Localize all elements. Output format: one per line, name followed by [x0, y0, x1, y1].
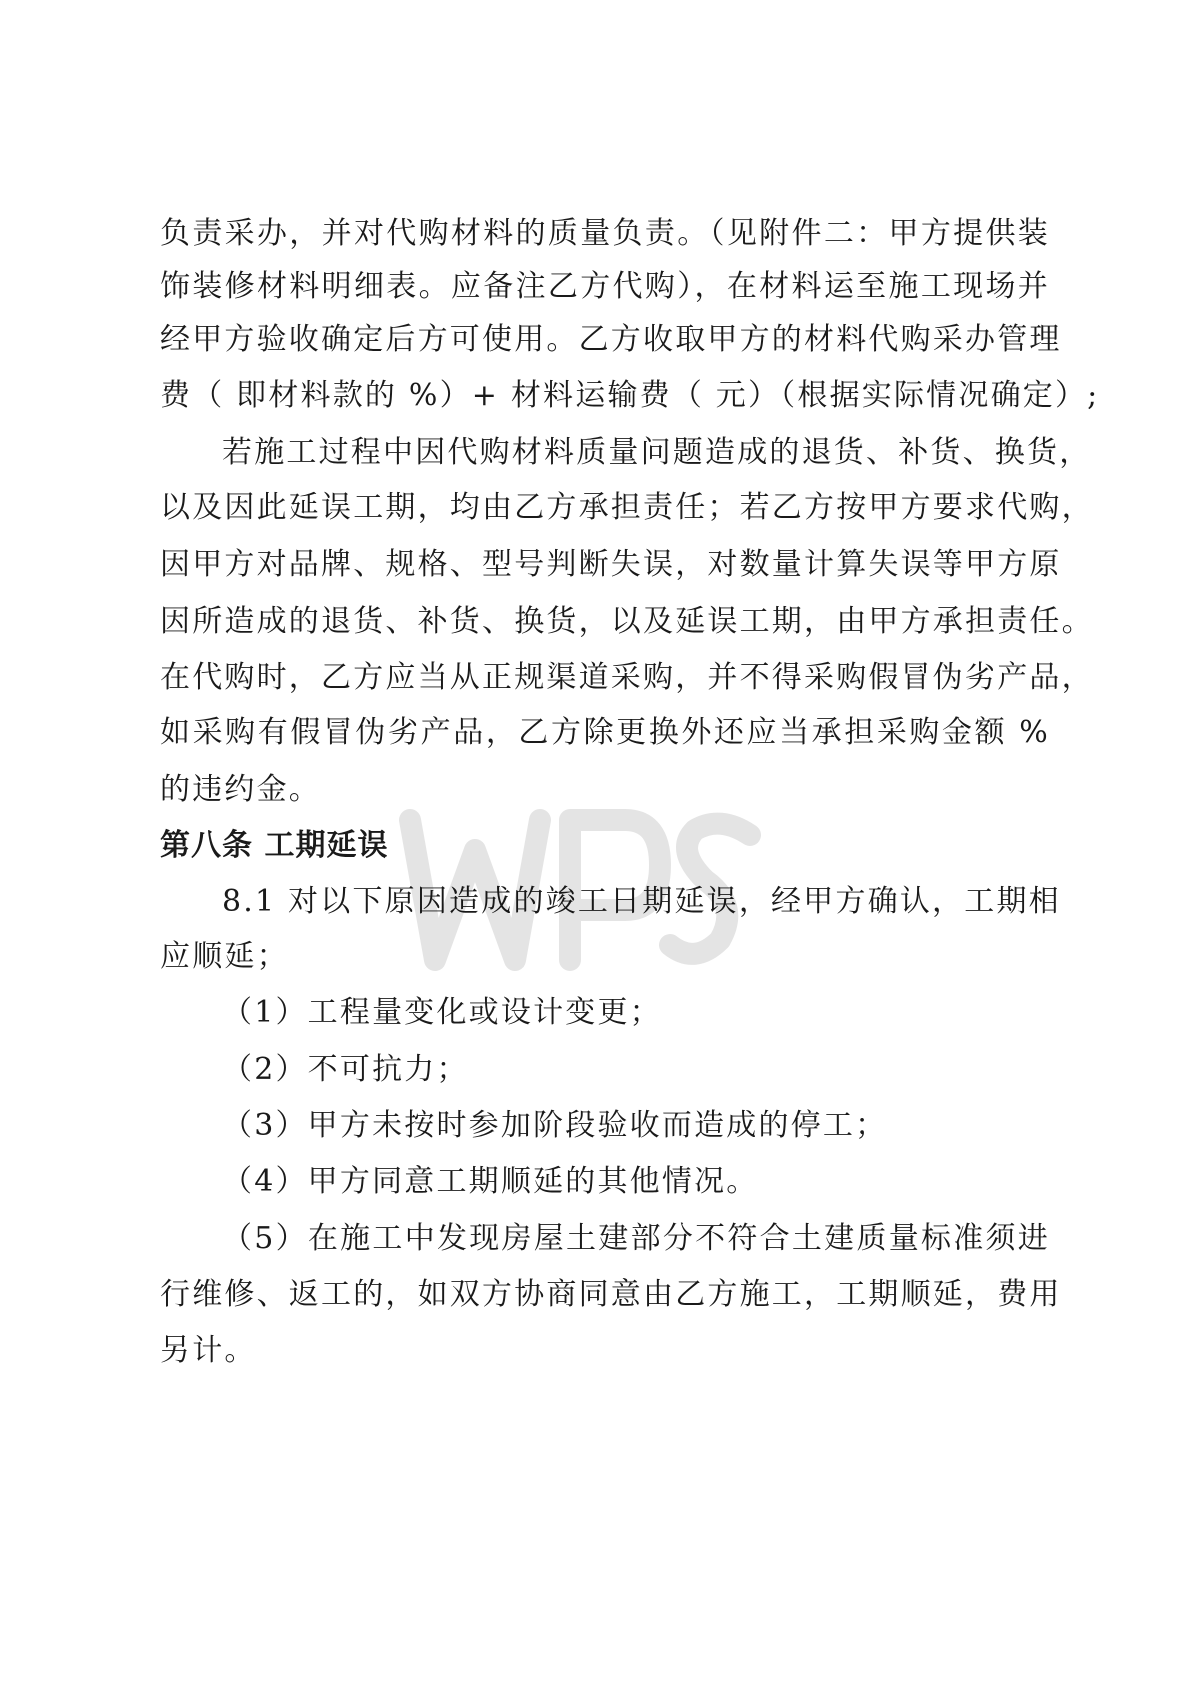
list-item: （5）在施工中发现房屋土建部分不符合土建质量标准须进: [222, 1221, 1050, 1256]
clause-line: 8.1 对以下原因造成的竣工日期延误，经甲方确认，工期相: [222, 884, 1061, 919]
paragraph-line: 饰装修材料明细表。应备注乙方代购），在材料运至施工现场并: [160, 269, 1050, 304]
paragraph-line: 负责采办，并对代购材料的质量负责。（见附件二：甲方提供装: [160, 216, 1050, 251]
clause-line: 应顺延；: [160, 939, 289, 974]
paragraph-line: 因所造成的退货、补货、换货，以及延误工期，由甲方承担责任。: [160, 604, 1094, 639]
paragraph-line: 经甲方验收确定后方可使用。乙方收取甲方的材料代购采办管理: [160, 322, 1062, 357]
list-item: 另计。: [160, 1333, 257, 1368]
section-heading: 第八条 工期延误: [160, 828, 389, 863]
paragraph-line: 若施工过程中因代购材料质量问题造成的退货、补货、换货，: [222, 435, 1092, 470]
list-item: （4）甲方同意工期顺延的其他情况。: [222, 1164, 759, 1199]
paragraph-line: 因甲方对品牌、规格、型号判断失误，对数量计算失误等甲方原: [160, 547, 1062, 582]
paragraph-line: 在代购时，乙方应当从正规渠道采购，并不得采购假冒伪劣产品，: [160, 660, 1094, 695]
paragraph-line: 的违约金。: [160, 772, 321, 807]
list-item: 行维修、返工的，如双方协商同意由乙方施工，工期顺延，费用: [160, 1277, 1062, 1312]
paragraph-line: 费（ 即材料款的 %）+ 材料运输费（ 元）（根据实际情况确定）;: [160, 378, 1100, 413]
list-item: （1）工程量变化或设计变更；: [222, 995, 662, 1030]
paragraph-line: 如采购有假冒伪劣产品，乙方除更换外还应当承担采购金额 %: [160, 715, 1050, 750]
list-item: （2）不可抗力；: [222, 1052, 469, 1087]
list-item: （3）甲方未按时参加阶段验收而造成的停工；: [222, 1108, 888, 1143]
paragraph-line: 以及因此延误工期，均由乙方承担责任；若乙方按甲方要求代购，: [160, 490, 1094, 525]
